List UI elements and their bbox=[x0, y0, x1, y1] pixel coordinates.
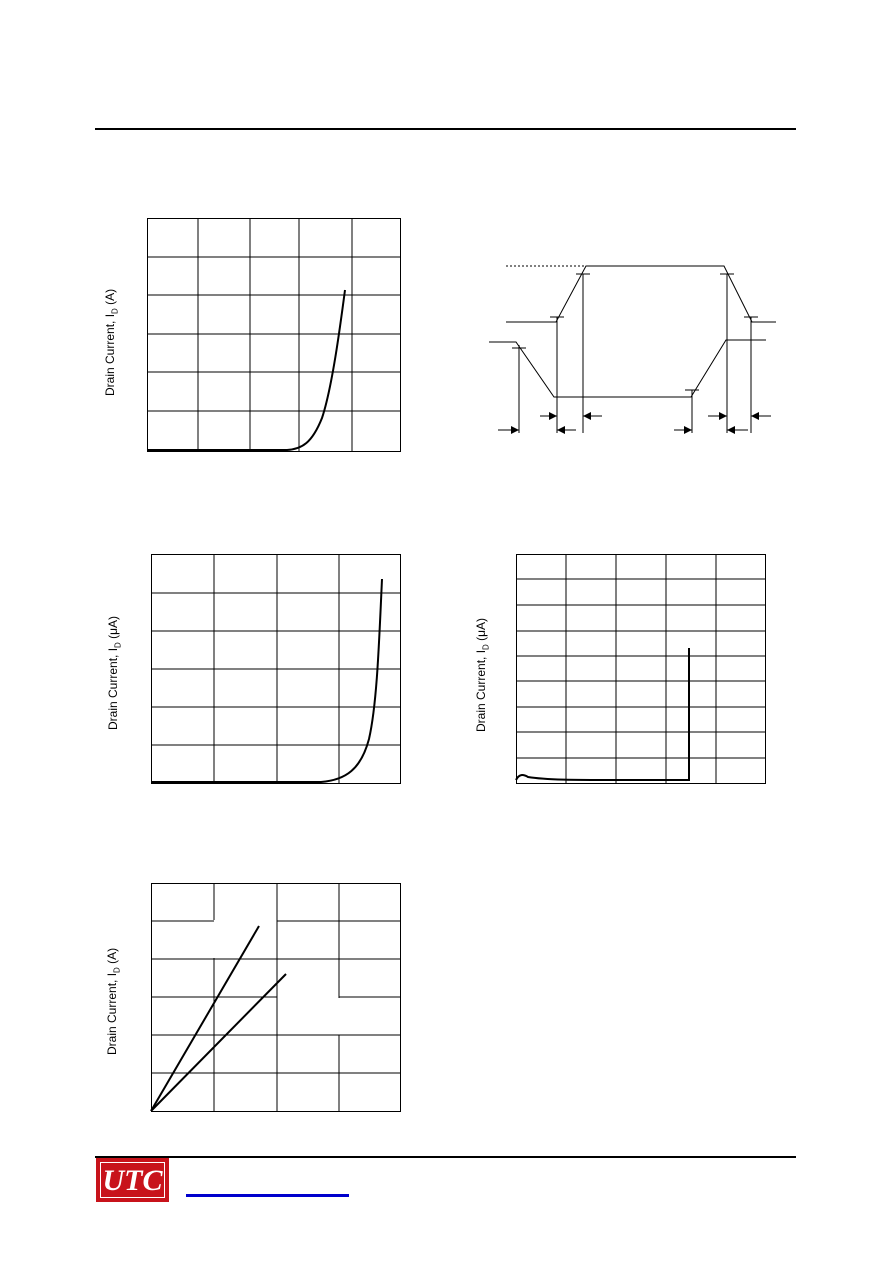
footer-rule bbox=[95, 1156, 796, 1158]
chart-2-plot bbox=[151, 554, 401, 784]
chart-3-plot bbox=[516, 554, 766, 784]
waveform-svg bbox=[486, 255, 786, 445]
chart-1-ylabel: Drain Current, $I_D$ (A) bbox=[103, 288, 120, 396]
logo-text: UTC bbox=[102, 1164, 163, 1197]
header-rule bbox=[95, 128, 796, 130]
chart-drain-current-1 bbox=[147, 218, 401, 452]
chart-4-plot bbox=[151, 883, 401, 1112]
chart-2-curve bbox=[151, 579, 382, 782]
switching-waveform-diagram bbox=[486, 255, 786, 445]
chart-3-ylabel: Drain Current, $I_D$ (μA) bbox=[474, 617, 491, 732]
utc-logo bbox=[96, 1158, 169, 1202]
chart-1-curve bbox=[147, 290, 345, 450]
chart-4-ylabel: Drain Current, $I_D$ (A) bbox=[105, 947, 122, 1055]
chart-drain-current-4 bbox=[151, 883, 401, 1112]
footer-link[interactable] bbox=[186, 1194, 349, 1197]
chart-drain-current-2 bbox=[151, 554, 401, 784]
chart-2-ylabel: Drain Current, $I_D$ (μA) bbox=[106, 615, 123, 730]
chart-drain-current-3 bbox=[516, 554, 766, 784]
chart-1-plot bbox=[147, 218, 401, 452]
chart-3-curve bbox=[516, 648, 689, 780]
